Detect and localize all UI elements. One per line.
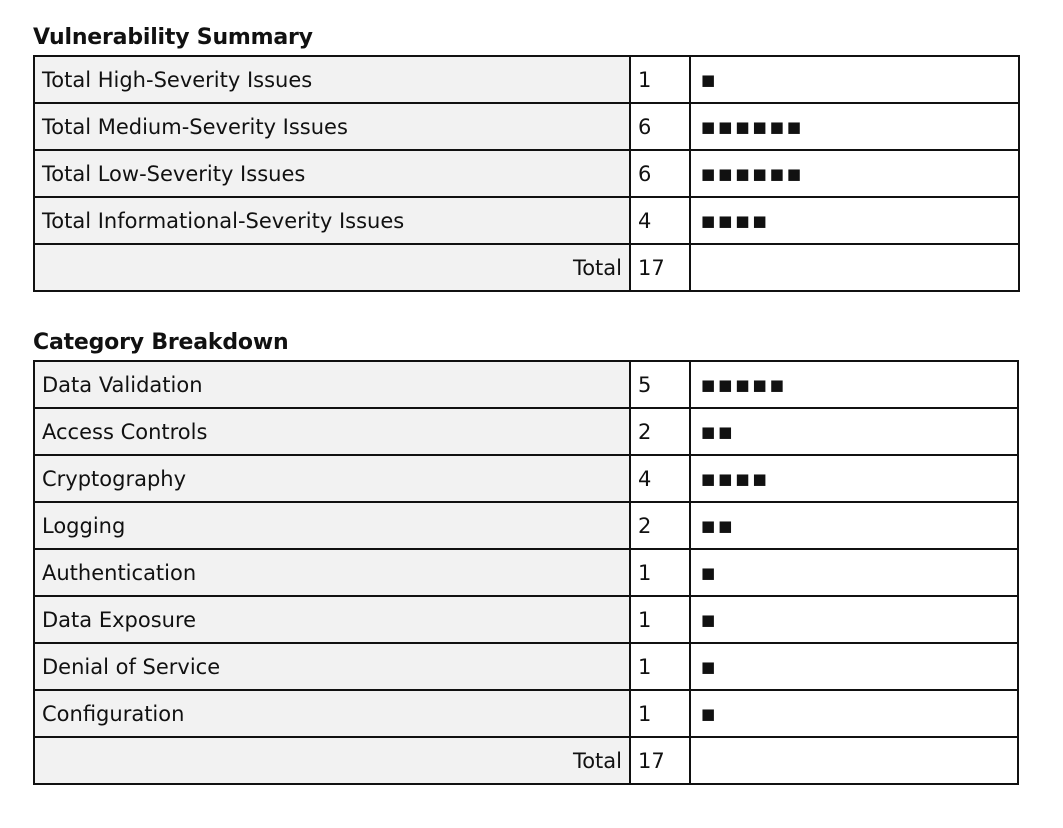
table-row [34,197,1019,244]
table-row [34,103,1019,150]
table-row [34,596,1018,643]
table-row [34,455,1018,502]
row-count: 6 [630,103,690,150]
table-row [34,150,1019,197]
row-count: 2 [630,408,690,455]
total-row [34,737,1018,784]
row-label: Total Low-Severity Issues [34,150,630,197]
row-count: 1 [630,690,690,737]
row-bar-cell [690,455,1018,502]
row-count: 4 [630,197,690,244]
row-count: 1 [630,643,690,690]
table-row [34,549,1018,596]
table-row [34,690,1018,737]
count-bar: ■■ [701,423,736,441]
vulnerability-summary-title: Vulnerability Summary [33,25,313,50]
table-row [34,643,1018,690]
total-count: 17 [630,737,690,784]
row-count: 1 [630,549,690,596]
row-label: Authentication [34,549,630,596]
row-count: 4 [630,455,690,502]
table-row [34,56,1019,103]
row-count: 1 [630,596,690,643]
row-label: Cryptography [34,455,630,502]
row-label: Data Validation [34,361,630,408]
total-count: 17 [630,244,690,291]
total-row [34,244,1019,291]
row-label: Total Informational-Severity Issues [34,197,630,244]
count-bar: ■ [701,658,719,676]
table-row [34,502,1018,549]
row-bar-cell [690,690,1018,737]
count-bar: ■■■■■■ [701,165,805,183]
row-bar-cell [690,150,1019,197]
row-bar-cell [690,643,1018,690]
row-bar-cell [690,361,1018,408]
total-label: Total [34,244,630,291]
row-label: Total High-Severity Issues [34,56,630,103]
count-bar: ■■■■■ [701,376,787,394]
row-count: 5 [630,361,690,408]
row-bar-cell [690,502,1018,549]
count-bar: ■ [701,564,719,582]
row-bar-cell [690,197,1019,244]
row-label: Total Medium-Severity Issues [34,103,630,150]
row-count: 1 [630,56,690,103]
total-label: Total [34,737,630,784]
vulnerability-summary-table [33,55,1020,292]
row-bar-cell [690,56,1019,103]
row-label: Denial of Service [34,643,630,690]
row-bar-cell [690,408,1018,455]
row-bar-cell [690,103,1019,150]
row-bar-cell [690,596,1018,643]
row-count: 6 [630,150,690,197]
count-bar: ■ [701,71,719,89]
row-label: Access Controls [34,408,630,455]
count-bar: ■■■■ [701,212,770,230]
total-bar-cell [690,737,1018,784]
row-count: 2 [630,502,690,549]
row-label: Data Exposure [34,596,630,643]
row-label: Configuration [34,690,630,737]
count-bar: ■■■■ [701,470,770,488]
count-bar: ■■ [701,517,736,535]
count-bar: ■■■■■■ [701,118,805,136]
category-breakdown-table [33,360,1019,785]
row-label: Logging [34,502,630,549]
category-breakdown-title: Category Breakdown [33,330,289,355]
row-bar-cell [690,549,1018,596]
count-bar: ■ [701,705,719,723]
count-bar: ■ [701,611,719,629]
table-row [34,408,1018,455]
table-row [34,361,1018,408]
total-bar-cell [690,244,1019,291]
